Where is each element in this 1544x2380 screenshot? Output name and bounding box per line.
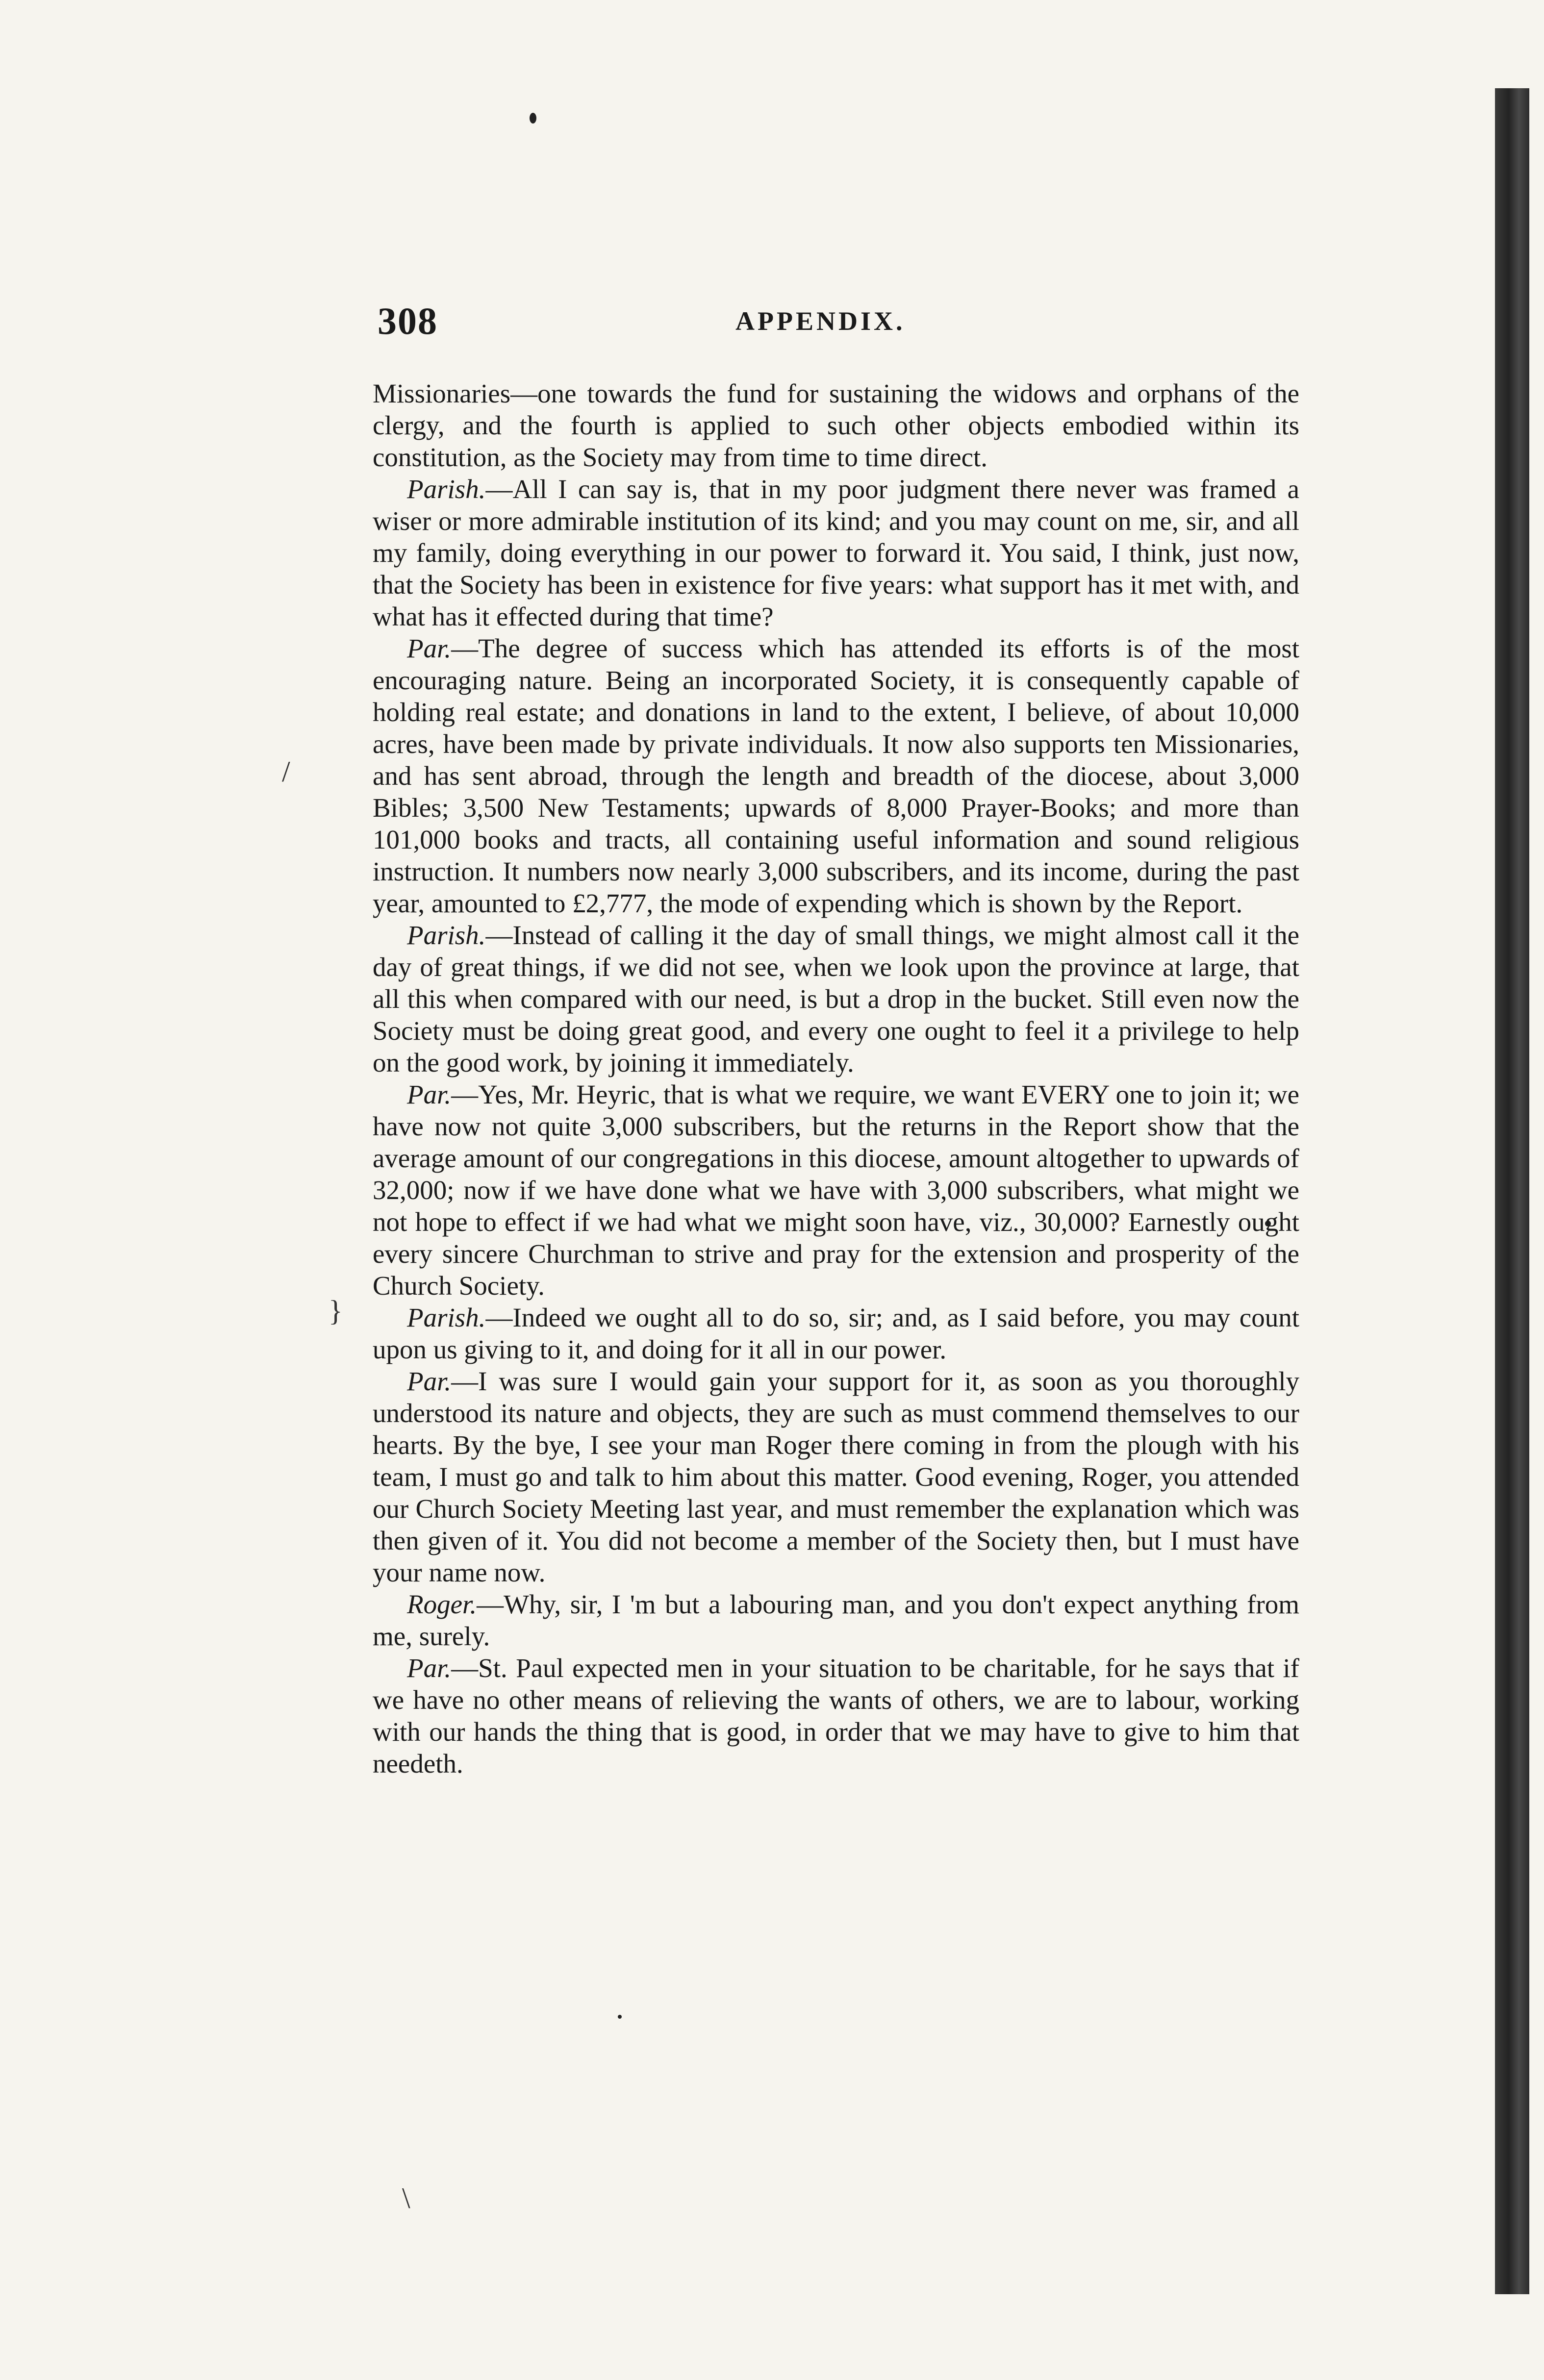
margin-mark: \	[402, 2182, 410, 2214]
paragraph-text: —The degree of success which has attended its efforts is of the most encouraging nature. Being an incorporated Society, it is consequently capable of holding real estate; and donations in land to the extent, I believe, of about 10,000 acres, have been made by private individuals. It now also supports ten Missionaries, and has sent abroad, through the length and breadth of the diocese, about 3,000 Bibles; 3,500 New Testaments; upwards of 8,000 Prayer-Books; and more than 101,000 books and tracts, all containing useful information and sound religious instruction. It numbers now nearly 3,000 subscribers, and its income, during the past year, amounted to £2,777, the mode of expending which is shown by the Report.	[373, 633, 1299, 918]
speaker-name: Par.	[407, 1366, 452, 1396]
margin-mark: /	[282, 755, 290, 788]
paragraph	[373, 473, 1299, 632]
page-number: 308	[378, 300, 438, 342]
paragraph-text: —Why, sir, I 'm but a labouring man, and you don't expect anything from me, surely.	[373, 1589, 1299, 1651]
paragraph-text: —I was sure I would gain your support for it, as soon as you thoroughly understood its nature and objects, they are such as must commend themselves to our hearts. By the bye, I see your man Roger there coming in from the plough with his team, I must go and talk to him about this matter. Good evening, Roger, you attended our Church Society Meeting last year, and must remember the explanation which was then given of it. You did not become a member of the Society then, but I must have your name now.	[373, 1366, 1299, 1587]
paragraph	[373, 632, 1299, 919]
running-head: APPENDIX.	[735, 306, 906, 336]
speaker-name: Parish.	[407, 920, 486, 950]
paragraph	[373, 919, 1299, 1078]
speaker-name: Par.	[407, 633, 452, 663]
body-text	[373, 377, 1299, 1779]
speaker-name: Parish.	[407, 474, 486, 504]
ink-speck	[618, 2015, 622, 2019]
paragraph	[373, 1078, 1299, 1302]
paragraph-text: —St. Paul expected men in your situation to be charitable, for he says that if we have no other means of relieving the wants of others, we are to labour, working with our hands the thing that is good, in order that we may have to give to him that needeth.	[373, 1653, 1299, 1779]
paragraph-text: —All I can say is, that in my poor judgment there never was framed a wiser or more admirable institution of its kind; and you may count on me, sir, and all my family, doing everything in our power to forward it. You said, I think, just now, that the Society has been in existence for five years: what support has it met with, and what has it effected during that time?	[373, 474, 1299, 631]
paragraph-text: —Instead of calling it the day of small things, we might almost call it the day of great things, if we did not see, when we look upon the province at large, that all this when compared with our need, is but a drop in the bucket. Still even now the Society must be doing great good, and every one ought to feel it a privilege to help on the good work, by joining it immediately.	[373, 920, 1299, 1077]
margin-mark: }	[329, 1295, 343, 1327]
paragraph	[373, 1652, 1299, 1779]
speaker-name: Par.	[407, 1653, 452, 1683]
paragraph	[373, 1588, 1299, 1652]
scan-binding-shadow	[1495, 88, 1529, 2294]
speaker-name: Parish.	[407, 1303, 486, 1332]
speaker-name: Par.	[407, 1079, 452, 1109]
paragraph-text: —Indeed we ought all to do so, sir; and, as I said before, you may count upon us giving to it, and doing for it all in our power.	[373, 1303, 1299, 1364]
page-header	[378, 299, 1309, 353]
ink-speck	[530, 113, 536, 124]
paragraph	[373, 1302, 1299, 1365]
paragraph-text: —Yes, Mr. Heyric, that is what we require, we want EVERY one to join it; we have now not quite 3,000 subscribers, but the returns in the Report show that the average amount of our congregations in this diocese, amount altogether to upwards of 32,000; now if we have done what we have with 3,000 subscribers, what might we not hope to effect if we had what we might soon have, viz., 30,000? Earnestly ought every sincere Churchman to strive and pray for the extension and prosperity of the Church Society.	[373, 1079, 1299, 1301]
speaker-name: Roger.	[407, 1589, 477, 1619]
paragraph-text: Missionaries—one towards the fund for sustaining the widows and orphans of the clergy, and the fourth is applied to such other objects embodied within its constitution, as the Society may from time to time direct.	[373, 378, 1299, 472]
paragraph	[373, 1365, 1299, 1588]
paragraph	[373, 377, 1299, 473]
